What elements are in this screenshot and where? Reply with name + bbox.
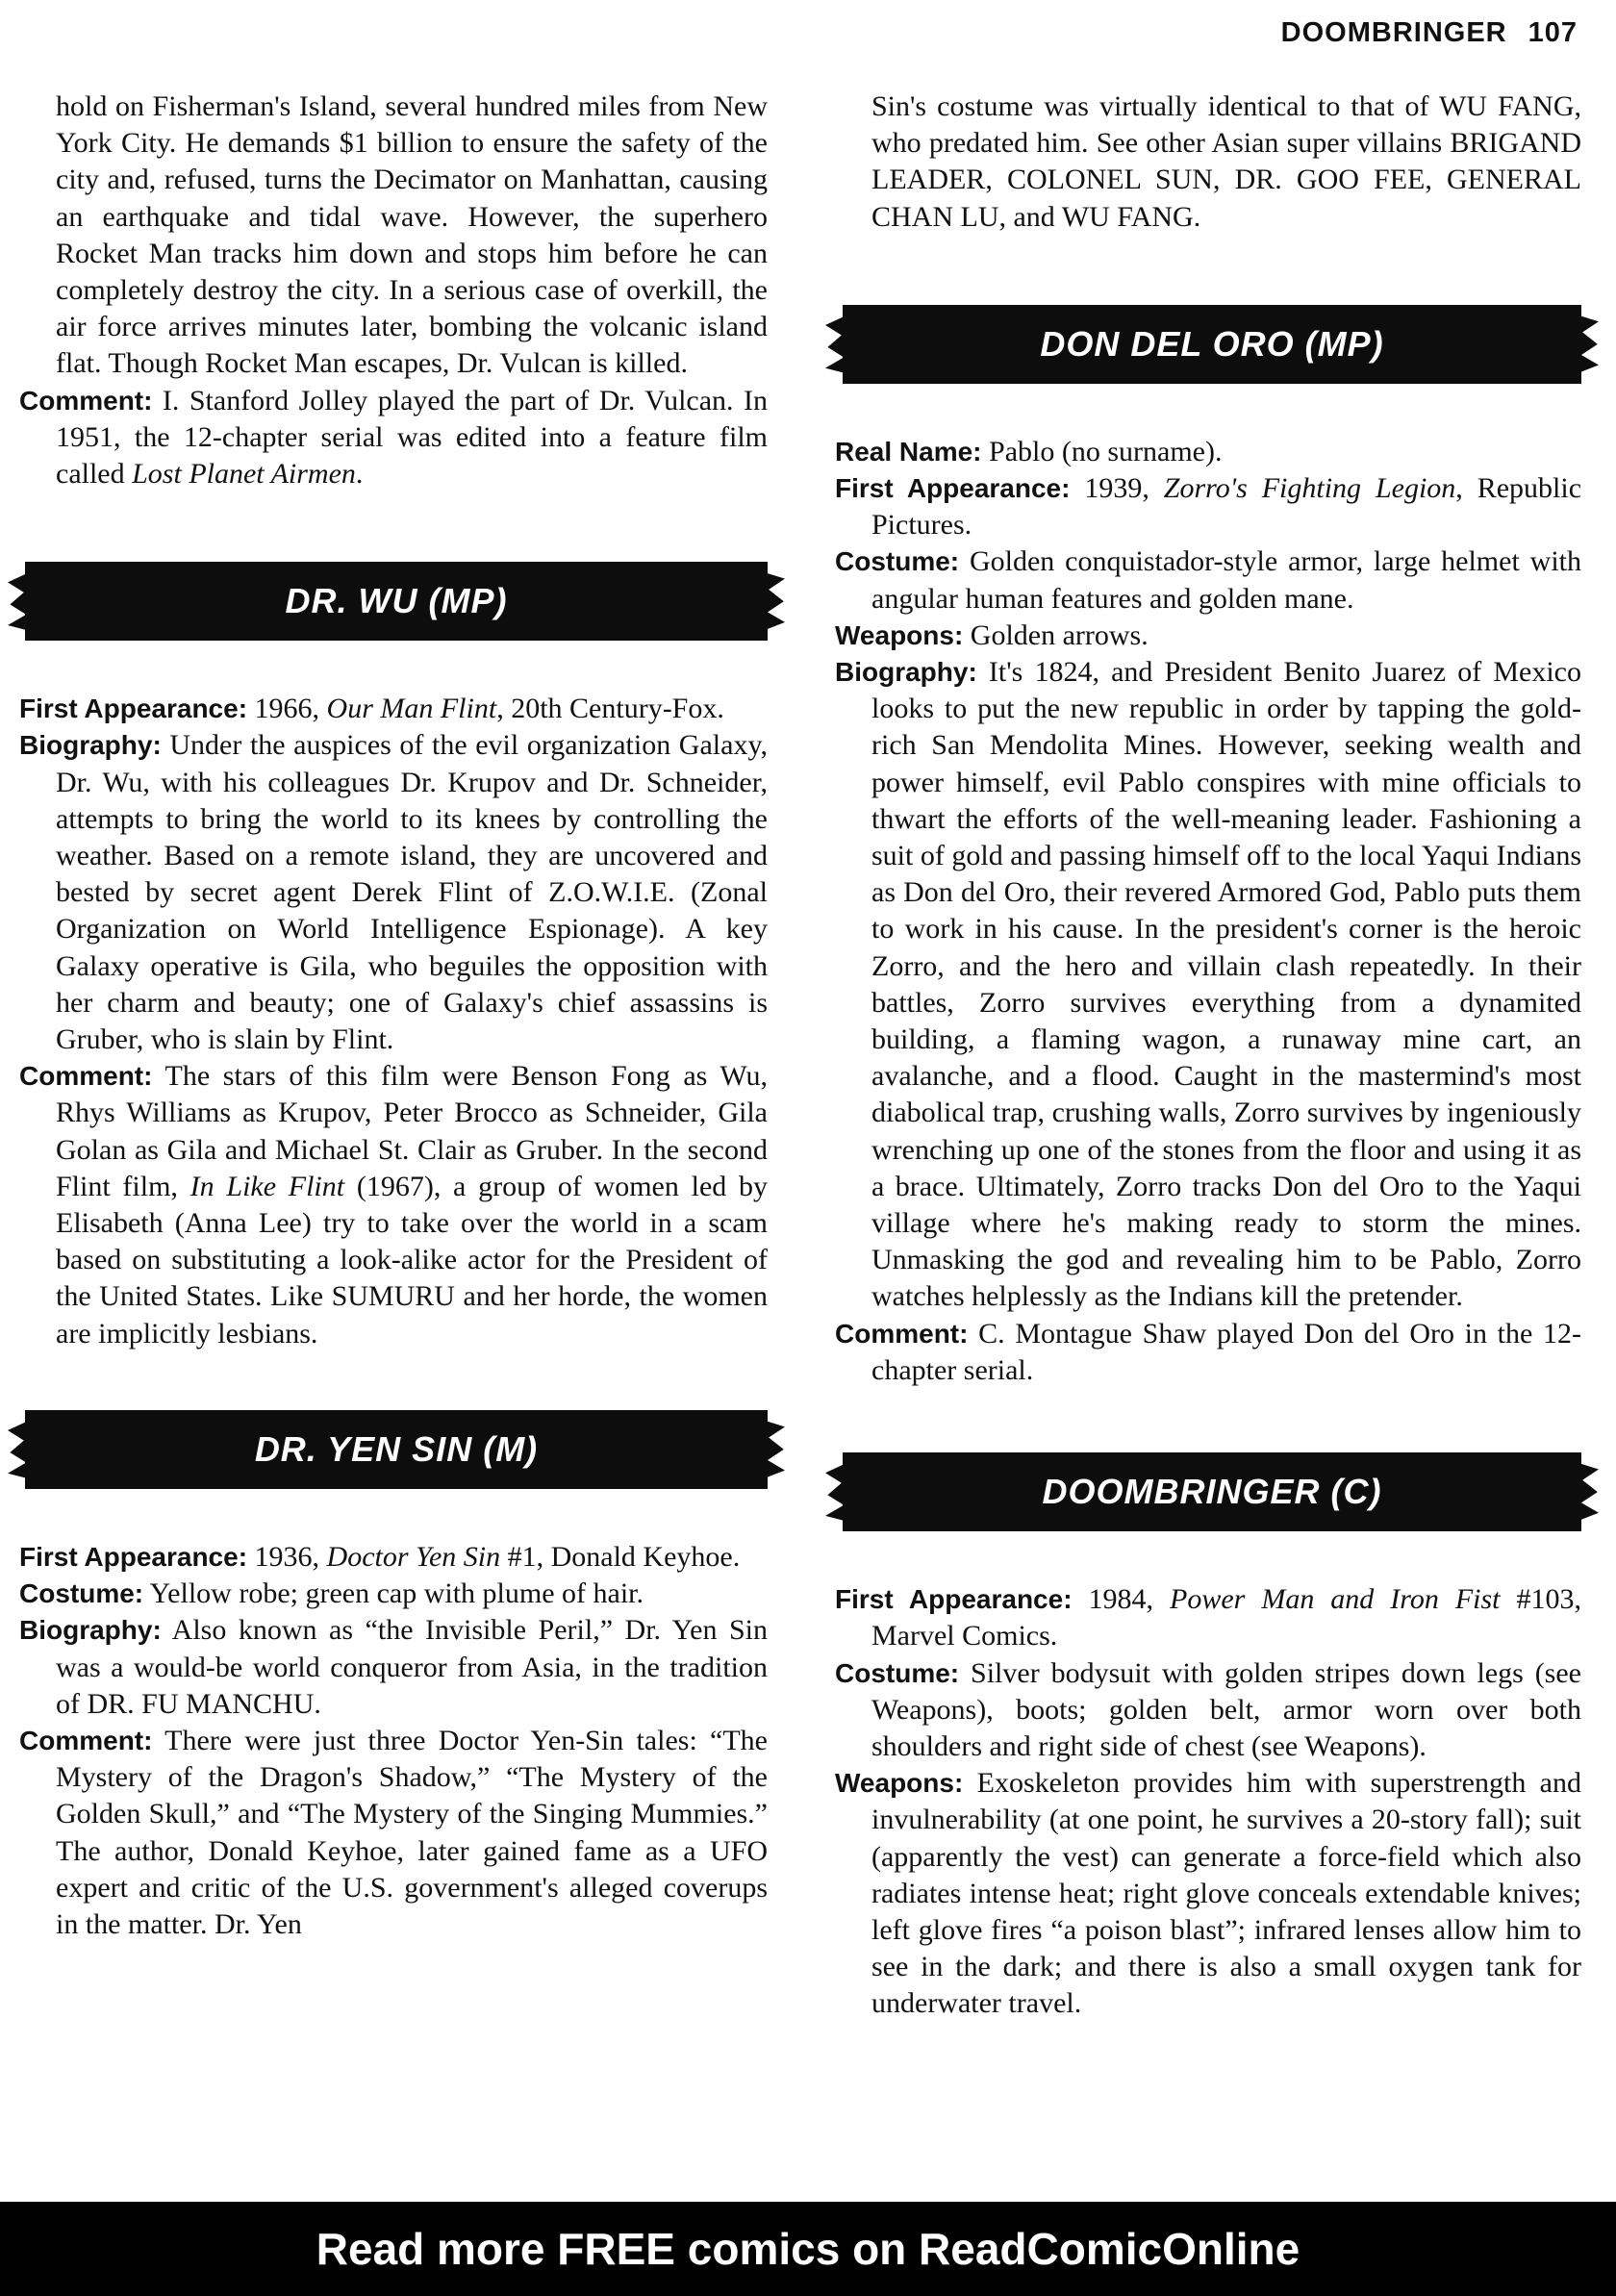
doom-weapons: Weapons: Exoskeleton provides him with superstrength and invulnerability (at one point, he survives a 20-story fall); suit (apparently the vest) can generate a force-field which also radiates intense heat; right glove conceals extendable knives; left glove fires “a poison blast”; infrared lenses allow him to see in the dark; and there is also a small oxygen tank for underwater travel. bbox=[835, 1767, 1581, 2020]
yen-sin-costume: Costume: Yellow robe; green cap with plume of hair. bbox=[19, 1577, 644, 1610]
yen-sin-comment: Comment: There were just three Doctor Yen-Sin tales: “The Mystery of the Dragon's Shadow,” “The Mystery of the Golden Skull,” and “The Mystery of the Singing Mummies.” The author, Donald Keyhoe, later gained fame as a UFO expert and critic of the U.S. government's alleged coverups in the matter. Dr. Yen bbox=[19, 1724, 768, 1940]
oro-biography: Biography: It's 1824, and President Benito Juarez of Mexico looks to put the new republic in order by tapping the gold-rich San Mendolita Mines. However, seeking wealth and power himself, evil Pablo conspires with mine officials to thwart the efforts of the well-meaning leader. Fashioning a suit of gold and passing himself off to the local Yaqui Indians as Don del Oro, their revered Armored God, Pablo puts them to work in his cause. In the president's corner is the heroic Zorro, and the hero and villain clash repeatedly. In their battles, Zorro survives everything from a dynamited building, a flaming wagon, a runaway mine cart, an avalanche, and a flood. Caught in the mastermind's most diabolical trap, crushing walls, Zorro survives by ingeniously wrenching up one of the stones from the floor and using it as a brace. Ultimately, Zorro tracks Don del Oro to the Yaqui village where he's making ready to storm the mines. Unmasking the god and revealing him to be Pablo, Zorro watches helplessly as the Indians kill the pretender. bbox=[835, 656, 1581, 1313]
wu-first-appearance: First Appearance: 1966, Our Man Flint, 20th Century-Fox. bbox=[19, 693, 724, 725]
oro-costume: Costume: Golden conquistador-style armor, large helmet with angular human features and golden mane. bbox=[835, 545, 1581, 615]
heading-text: DR. WU (MP) bbox=[285, 581, 508, 621]
heading-text: DR. YEN SIN (M) bbox=[254, 1428, 539, 1469]
heading-text: DOOMBRINGER (C) bbox=[1042, 1471, 1382, 1511]
right-column bbox=[835, 88, 1581, 2023]
oro-real-name: Real Name: Pablo (no surname). bbox=[835, 435, 1223, 467]
oro-comment: Comment: C. Montague Shaw played Don del Oro in the 12-chapter serial. bbox=[835, 1317, 1581, 1386]
header-title: DOOMBRINGER bbox=[1280, 17, 1507, 48]
running-header bbox=[1281, 17, 1578, 49]
promo-text: Read more FREE comics on ReadComicOnline bbox=[316, 2224, 1300, 2274]
entry-heading-dr-yen-sin bbox=[25, 1410, 768, 1489]
entry-heading-don-del-oro bbox=[843, 305, 1581, 384]
vulcan-continuation: hold on Fisherman's Island, several hundred miles from New York City. He demands $1 billion to ensure the safety of the city and, refused, turns the Decimator on Manhattan, causing an earthquake and tidal wave. However, the superhero Rocket Man tracks him down and stops him before he can completely destroy the city. In a serious case of overkill, the air force arrives minutes later, bombing the volcanic island flat. Though Rocket Man escapes, Dr. Vulcan is killed. bbox=[56, 90, 768, 380]
oro-first-appearance: First Appearance: 1939, Zorro's Fighting Legion, Republic Pictures. bbox=[835, 472, 1582, 542]
left-column bbox=[19, 88, 768, 1943]
vulcan-comment: Comment: I. Stanford Jolley played the part of Dr. Vulcan. In 1951, the 12-chapter serial was edited into a feature film called Lost Planet Airmen. bbox=[19, 384, 768, 491]
wu-biography: Biography: Under the auspices of the evil organization Galaxy, Dr. Wu, with his colleagues Dr. Krupov and Dr. Schneider, attempts to bring the world to its knees by controlling the weather. Based on a remote island, they are uncovered and bested by secret agent Derek Flint of Z.O.W.I.E. (Zonal Organization on World Intelligence Espionage). A key Galaxy operative is Gila, who beguiles the opposition with her charm and beauty; one of Galaxy's chief assassins is Gruber, who is slain by Flint. bbox=[19, 729, 768, 1056]
promo-footer-banner bbox=[0, 2202, 1616, 2296]
film-title: Lost Planet Airmen bbox=[132, 458, 356, 491]
wu-comment: Comment: The stars of this film were Benson Fong as Wu, Rhys Williams as Krupov, Peter Brocco as Schneider, Gila Golan as Gila and Michael St. Clair as Gruber. In the second Flint film, In Like Flint (1967), a group of women led by Elisabeth (Anna Lee) try to take over the world in a scam based on substituting a look-alike actor for the President of the United States. Like SUMURU and her horde, the women are implicitly lesbians. bbox=[19, 1060, 768, 1350]
page-number: 107 bbox=[1528, 17, 1578, 48]
comment-label: Comment: bbox=[19, 385, 153, 416]
yen-sin-first-appearance: First Appearance: 1936, Doctor Yen Sin #1, Donald Keyhoe. bbox=[19, 1540, 741, 1573]
yen-sin-biography: Biography: Also known as “the Invisible Peril,” Dr. Yen Sin was a would-be world conqueror from Asia, in the tradition of DR. FU MANCHU. bbox=[19, 1614, 768, 1720]
doom-first-appearance: First Appearance: 1984, Power Man and Iron Fist #103, Marvel Comics. bbox=[835, 1583, 1582, 1653]
oro-weapons: Weapons: Golden arrows. bbox=[835, 618, 1149, 651]
yen-sin-continuation: Sin's costume was virtually identical to that of WU FANG, who predated him. See other Asian super villains BRIGAND LEADER, COLONEL SUN, DR. GOO FEE, GENERAL CHAN LU, and WU FANG. bbox=[871, 90, 1581, 233]
doom-costume: Costume: Silver bodysuit with golden stripes down legs (see Weapons), boots; golden belt, armor worn over both shoulders and right side of chest (see Weapons). bbox=[835, 1656, 1581, 1762]
heading-text: DON DEL ORO (MP) bbox=[1040, 323, 1384, 364]
entry-heading-dr-wu bbox=[25, 562, 768, 641]
entry-heading-doombringer bbox=[843, 1452, 1581, 1531]
